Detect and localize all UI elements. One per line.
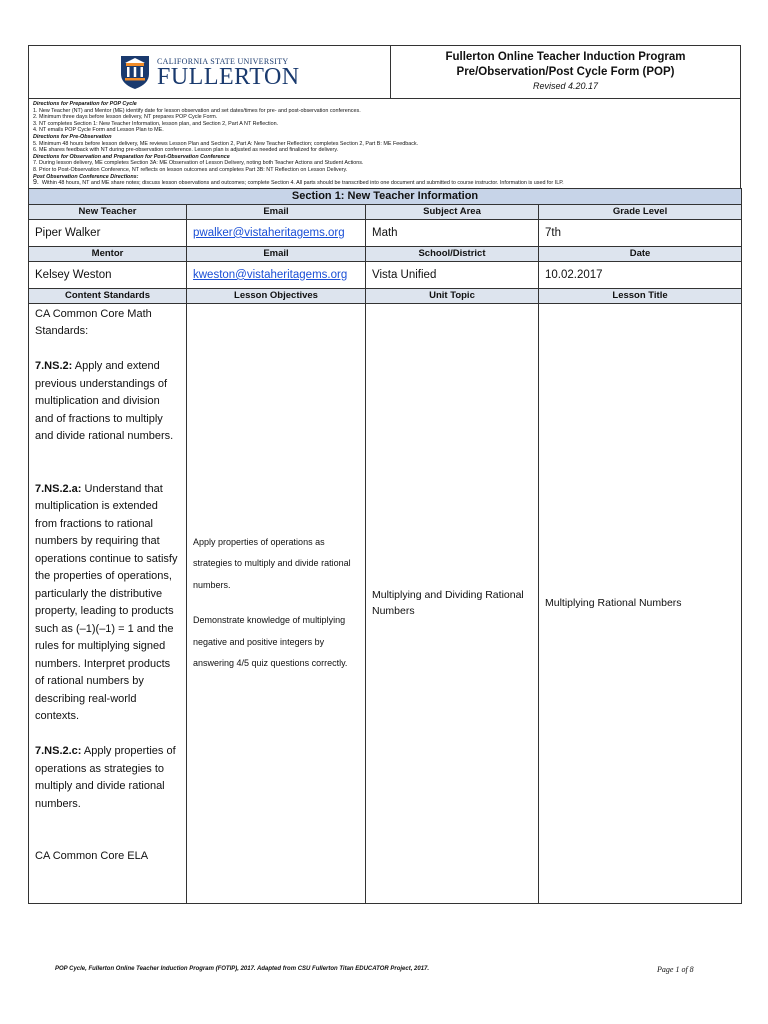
col-header-mentor-email: Email: [187, 246, 366, 261]
col-header-date: Date: [539, 246, 742, 261]
new-teacher-email-link[interactable]: pwalker@vistaheritagems.org: [193, 226, 345, 239]
direction-item: 8. Prior to Post-Observation Conference, NT reflects on lesson outcomes and completes Part 3B: NT Reflection on Lesson Delivery.: [33, 166, 348, 173]
col-header-new-teacher: New Teacher: [29, 204, 187, 219]
directions-block: [28, 98, 741, 188]
lesson-objectives-cell: [187, 303, 366, 903]
university-logo: [29, 46, 391, 98]
directions-heading: Directions for Preparation for POP Cycle: [33, 101, 137, 107]
directions-heading: Post Observation Conference Directions:: [33, 173, 139, 180]
standards-ela: CA Common Core ELA: [35, 850, 149, 863]
col-header-unit-topic: Unit Topic: [366, 288, 539, 303]
footer-text: POP Cycle, Fullerton Online Teacher Induction Program (FOTIP), 2017. Adapted from CSU Fullerton Titan EDUCATOR Project, 2017.: [55, 966, 430, 972]
section-title: Section 1: New Teacher Information: [29, 188, 742, 204]
content-standards-cell: [29, 303, 187, 903]
direction-item: 3. NT completes Section 1: New Teacher Information, lesson plan, and Section 2, Part A NT Reflection.: [33, 120, 279, 127]
standard-item: 7.NS.2: Apply and extend previous understandings of multiplication and division and of fractions to multiply and divide rational numbers.: [35, 360, 174, 443]
date-value: 10.02.2017: [539, 261, 742, 288]
grade-level-value: 7th: [539, 219, 742, 246]
col-header-lesson-objectives: Lesson Objectives: [187, 288, 366, 303]
directions-heading: Directions for Pre-Observation: [33, 133, 112, 140]
subject-area-value: Math: [366, 219, 539, 246]
university-name-small: CALIFORNIA STATE UNIVERSITY: [157, 56, 289, 66]
col-header-school-district: School/District: [366, 246, 539, 261]
page-number: Page 1 of 8: [657, 965, 694, 974]
direction-item: 6. ME shares feedback with NT during pre-observation conference. Lesson plan is adjusted as needed and finalized for delivery.: [33, 147, 339, 154]
school-district-value: Vista Unified: [366, 261, 539, 288]
revised-date: Revised 4.20.17: [532, 81, 599, 91]
directions-heading: Directions for Observation and Preparation for Post-Observation Conference: [33, 153, 230, 160]
university-name-big: FULLERTON: [157, 63, 300, 90]
form-header: [28, 45, 741, 98]
col-header-mentor: Mentor: [29, 246, 187, 261]
direction-item: 9. Within 48 hours, NT and ME share notes; discuss lesson observations and outcomes; complete Section 4. All parts should be transcribed into one document and submitted to course instructor. Information is used for ILP.: [33, 179, 564, 187]
col-header-content-standards: Content Standards: [29, 288, 187, 303]
objective-item: Demonstrate knowledge of multiplying negative and positive integers by answering 4/5 quiz questions correctly.: [193, 615, 348, 669]
direction-item: 2. Minimum three days before lesson delivery, NT prepares POP Cycle Form.: [33, 114, 218, 121]
col-header-lesson-title: Lesson Title: [539, 288, 742, 303]
new-teacher-info-table: [28, 188, 742, 904]
direction-item: 7. During lesson delivery, ME completes Section 3A: ME Observation of Lesson Delivery, noting both Teacher Actions and Student Actions.: [33, 160, 364, 167]
form-subtitle: Pre/Observation/Post Cycle Form (POP): [456, 66, 675, 78]
new-teacher-name: Piper Walker: [29, 219, 187, 246]
lesson-title-value: Multiplying Rational Numbers: [539, 303, 742, 903]
mentor-name: Kelsey Weston: [29, 261, 187, 288]
mentor-email-link[interactable]: kweston@vistaheritagems.org: [193, 268, 348, 281]
program-title: Fullerton Online Teacher Induction Program: [445, 51, 686, 63]
standard-item: 7.NS.2.c: Apply properties of operations as strategies to multiply and divide rational numbers.: [35, 745, 176, 810]
standards-intro: CA Common Core Math Standards:: [35, 307, 152, 338]
col-header-grade-level: Grade Level: [539, 204, 742, 219]
direction-item: 1. New Teacher (NT) and Mentor (ME) identify date for lesson observation and set dates/times for pre- and post-observation conferences.: [33, 107, 361, 114]
direction-item: 4. NT emails POP Cycle Form and Lesson Plan to ME.: [33, 127, 164, 134]
pop-form-page: [28, 45, 741, 904]
form-title-block: [391, 46, 740, 98]
university-seal-icon: [119, 54, 151, 90]
objective-item: Apply properties of operations as strategies to multiply and divide rational numbers.: [193, 536, 351, 590]
unit-topic-value: Multiplying and Dividing Rational Numbers: [366, 303, 539, 903]
direction-item: 5. Minimum 48 hours before lesson delivery, ME reviews Lesson Plan and Section 2, Part A: New Teacher Reflection; completes Section 2, Part B: ME Feedback.: [33, 140, 419, 147]
col-header-subject-area: Subject Area: [366, 204, 539, 219]
standard-item: 7.NS.2.a: Understand that multiplication is extended from fractions to rational numbers by requiring that operations continue to satisfy the properties of operations, particularly the distributive property, leading to products such as (–1)(–1) = 1 and the rules for multiplying signed numbers. Interpret products of rational numbers by describing real-world contexts.: [35, 482, 178, 723]
col-header-email: Email: [187, 204, 366, 219]
